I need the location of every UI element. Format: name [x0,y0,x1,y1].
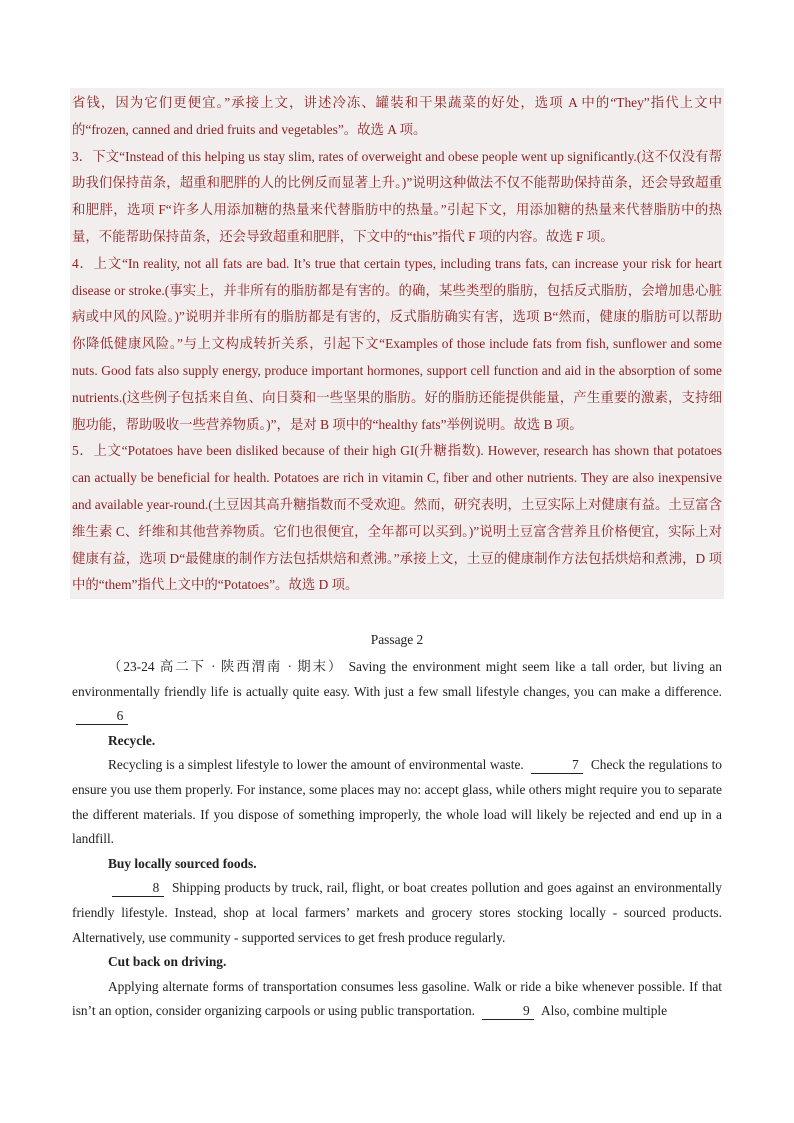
explanation-3 [72,144,722,251]
explanation-5 [72,438,722,599]
explanation-4 [72,251,722,439]
paragraph-cut-driving [72,975,722,1024]
heading-cut-driving: Cut back on driving. [108,954,227,970]
passage-title: Passage 2 [370,632,424,647]
explanation-number: 3． [72,148,93,164]
cut-text-a: Applying alternate forms of transportation consumes less gasoline. Walk or ride a bike whenever possible. If that isn’t an option, consider organizing carpools or using public transportation. [72,978,722,1019]
blank-8[interactable]: 8 [112,880,164,897]
blank-7[interactable]: 7 [531,757,583,774]
blank-6[interactable]: 6 [76,708,128,725]
explanation-text: 上文“In reality, not all fats are bad. It’s true that certain types, including trans fats, can increase your risk for heart disease or stroke.(事实上，并非所有的脂肪都是有害的。的确，某些类型的脂肪，包括反式脂肪，会增加患心脏病或中风的风险。)”说明并非所有的脂肪都是有害的，反式脂肪确实有害，选项 B“然而，健康的脂肪可以帮助你降低健康风险。”与上文构成转折关系，引起下文“Examples of those include fats from fish, sunflower and some nuts. Good fats also supply energy, produce important hormones, support cell function and aid in the absorption of some nutrients.(这些例子包括来自鱼、向日葵和一些坚果的脂肪。好的脂肪还能提供能量，产生重要的激素，支持细胞功能，帮助吸收一些营养物质。)”，是对 B 项中的“healthy fats”举例说明。故选 B 项。 [72,255,722,432]
passage-body [72,655,722,1024]
recycle-text-b: Check the regulations to ensure you use them properly. For instance, some places may no: accept glass, while others might require you to separate the different materials. If you dispose of something improperly, the whole load will likely be rejected and end up in a landfill. [72,757,722,847]
explanation-number: 5． [72,443,94,459]
heading-buy-local: Buy locally sourced foods. [108,855,257,871]
explanation-text: 上文“Potatoes have been disliked because of their high GI(升糖指数). However, research has shown that potatoes can actually be beneficial for health. Potatoes are rich in vitamin C, fiber and other nutrients. They are also inexpensive and available year-round.(土豆因其高升糖指数而不受欢迎。然而，研究表明，土豆实际上对健康有益。土豆富含维生素 C、纤维和其他营养物质。它们也很便宜，全年都可以买到。)”说明土豆富含营养且价格便宜，实际上对健康有益，选项 D“最健康的制作方法包括烘焙和煮沸。”承接上文，土豆的健康制作方法包括烘焙和煮沸，D 项中的“them”指代上文中的“Potatoes”。故选 D 项。 [72,443,723,593]
explanation-number: 4． [72,255,94,271]
blank-9[interactable]: 9 [482,1003,534,1020]
buy-text: Shipping products by truck, rail, flight, or boat creates pollution and goes against an environmentally friendly lifestyle. Instead, shop at local farmers’ markets and grocery stores stocking locally - sourced products. Alternatively, use community - supported services to get fresh produce regularly. [72,880,722,945]
heading-recycle: Recycle. [108,732,156,748]
intro-text: Saving the environment might seem like a tall order, but living an environmentally friendly life is actually quite easy. With just a few small lifestyle changes, you can make a difference. [72,659,722,699]
explanation-text: 下文“Instead of this helping us stay slim, rates of overweight and obese people went up significantly.(这不仅没有帮助我们保持苗条，超重和肥胖的人的比例反而显著上升。)”说明这种做法不仅不能帮助保持苗条，还会导致超重和肥胖，选项 F“许多人用添加糖的热量来代替脂肪中的热量。”引起下文，用添加糖的热量来代替脂肪中的热量，不能帮助保持苗条，还会导致超重和肥胖，下文中的“this”指代 F 项的内容。故选 F 项。 [72,148,722,244]
answer-explanations [70,88,724,599]
cut-text-b: Also, combine multiple [540,1003,668,1019]
explanation-2-continued [72,90,722,144]
recycle-text-a: Recycling is a simplest lifestyle to lower the amount of environmental waste. [108,757,524,773]
paragraph-buy-local [72,876,722,950]
paragraph-recycle [72,753,722,851]
passage-source: （23-24 高二下 · 陕西渭南 · 期末） [108,659,344,674]
passage-intro [72,655,722,729]
explanation-text: 省钱，因为它们更便宜。”承接上文，讲述冷冻、罐装和干果蔬菜的好处，选项 A 中的“They”指代上文中的“frozen, canned and dried fruits and vegetables”。故选 A 项。 [72,95,722,137]
